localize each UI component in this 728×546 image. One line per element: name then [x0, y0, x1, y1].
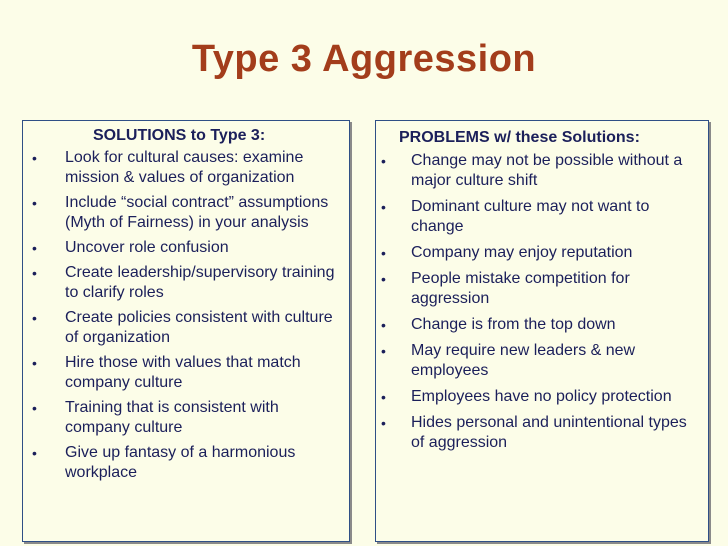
- list-item-text: Create policies consistent with culture of organization: [65, 309, 333, 346]
- list-item-text: Uncover role confusion: [65, 239, 229, 256]
- list-item-text: Company may enjoy reputation: [411, 244, 633, 261]
- list-item-text: Training that is consistent with company culture: [65, 399, 279, 436]
- list-item: [23, 263, 349, 303]
- list-item-text: Change is from the top down: [411, 316, 616, 333]
- list-item-text: Include “social contract” assumptions (Myth of Fairness) in your analysis: [65, 194, 329, 231]
- bullet-icon: •: [381, 343, 386, 359]
- list-item: [376, 315, 708, 335]
- list-item-text: Change may not be possible without a major culture shift: [411, 152, 683, 189]
- bullet-icon: •: [381, 389, 386, 405]
- bullet-icon: •: [32, 310, 37, 326]
- list-item: [23, 148, 349, 188]
- bullet-icon: •: [381, 199, 386, 215]
- bullet-icon: •: [32, 355, 37, 371]
- bullet-icon: •: [32, 240, 37, 256]
- list-item: [376, 269, 708, 309]
- bullet-icon: •: [381, 317, 386, 333]
- list-item: [376, 243, 708, 263]
- bullet-icon: •: [381, 245, 386, 261]
- slide-title: Type 3 Aggression: [191, 38, 537, 80]
- list-item: [376, 151, 708, 191]
- problems-panel: [375, 120, 709, 542]
- bullet-icon: •: [32, 195, 37, 211]
- list-item: [376, 341, 708, 381]
- solutions-heading: SOLUTIONS to Type 3:: [93, 127, 266, 144]
- list-item: [23, 308, 349, 348]
- list-item-text: May require new leaders & new employees: [411, 342, 636, 379]
- bullet-icon: •: [381, 415, 386, 431]
- bullet-icon: •: [32, 445, 37, 461]
- list-item-text: Look for cultural causes: examine mission & values of organization: [65, 149, 304, 186]
- solutions-list: [23, 148, 349, 483]
- list-item: [23, 193, 349, 233]
- list-item-text: Employees have no policy protection: [411, 388, 672, 405]
- bullet-icon: •: [32, 150, 37, 166]
- list-item: [376, 197, 708, 237]
- list-item-text: Give up fantasy of a harmonious workplace: [65, 444, 296, 481]
- list-item-text: Create leadership/supervisory training to clarify roles: [65, 264, 335, 301]
- solutions-panel: [22, 120, 350, 542]
- bullet-icon: •: [32, 265, 37, 281]
- list-item: [23, 238, 349, 258]
- list-item: [23, 353, 349, 393]
- bullet-icon: •: [32, 400, 37, 416]
- list-item-text: Hides personal and unintentional types of aggression: [411, 414, 687, 451]
- problems-list: [376, 151, 708, 453]
- problems-heading: PROBLEMS w/ these Solutions:: [399, 129, 640, 146]
- list-item-text: People mistake competition for aggression: [411, 270, 630, 307]
- bullet-icon: •: [381, 271, 386, 287]
- bullet-icon: •: [381, 153, 386, 169]
- list-item: [23, 398, 349, 438]
- list-item-text: Hire those with values that match company culture: [65, 354, 301, 391]
- list-item: [376, 413, 708, 453]
- list-item: [23, 443, 349, 483]
- list-item-text: Dominant culture may not want to change: [411, 198, 650, 235]
- list-item: [376, 387, 708, 407]
